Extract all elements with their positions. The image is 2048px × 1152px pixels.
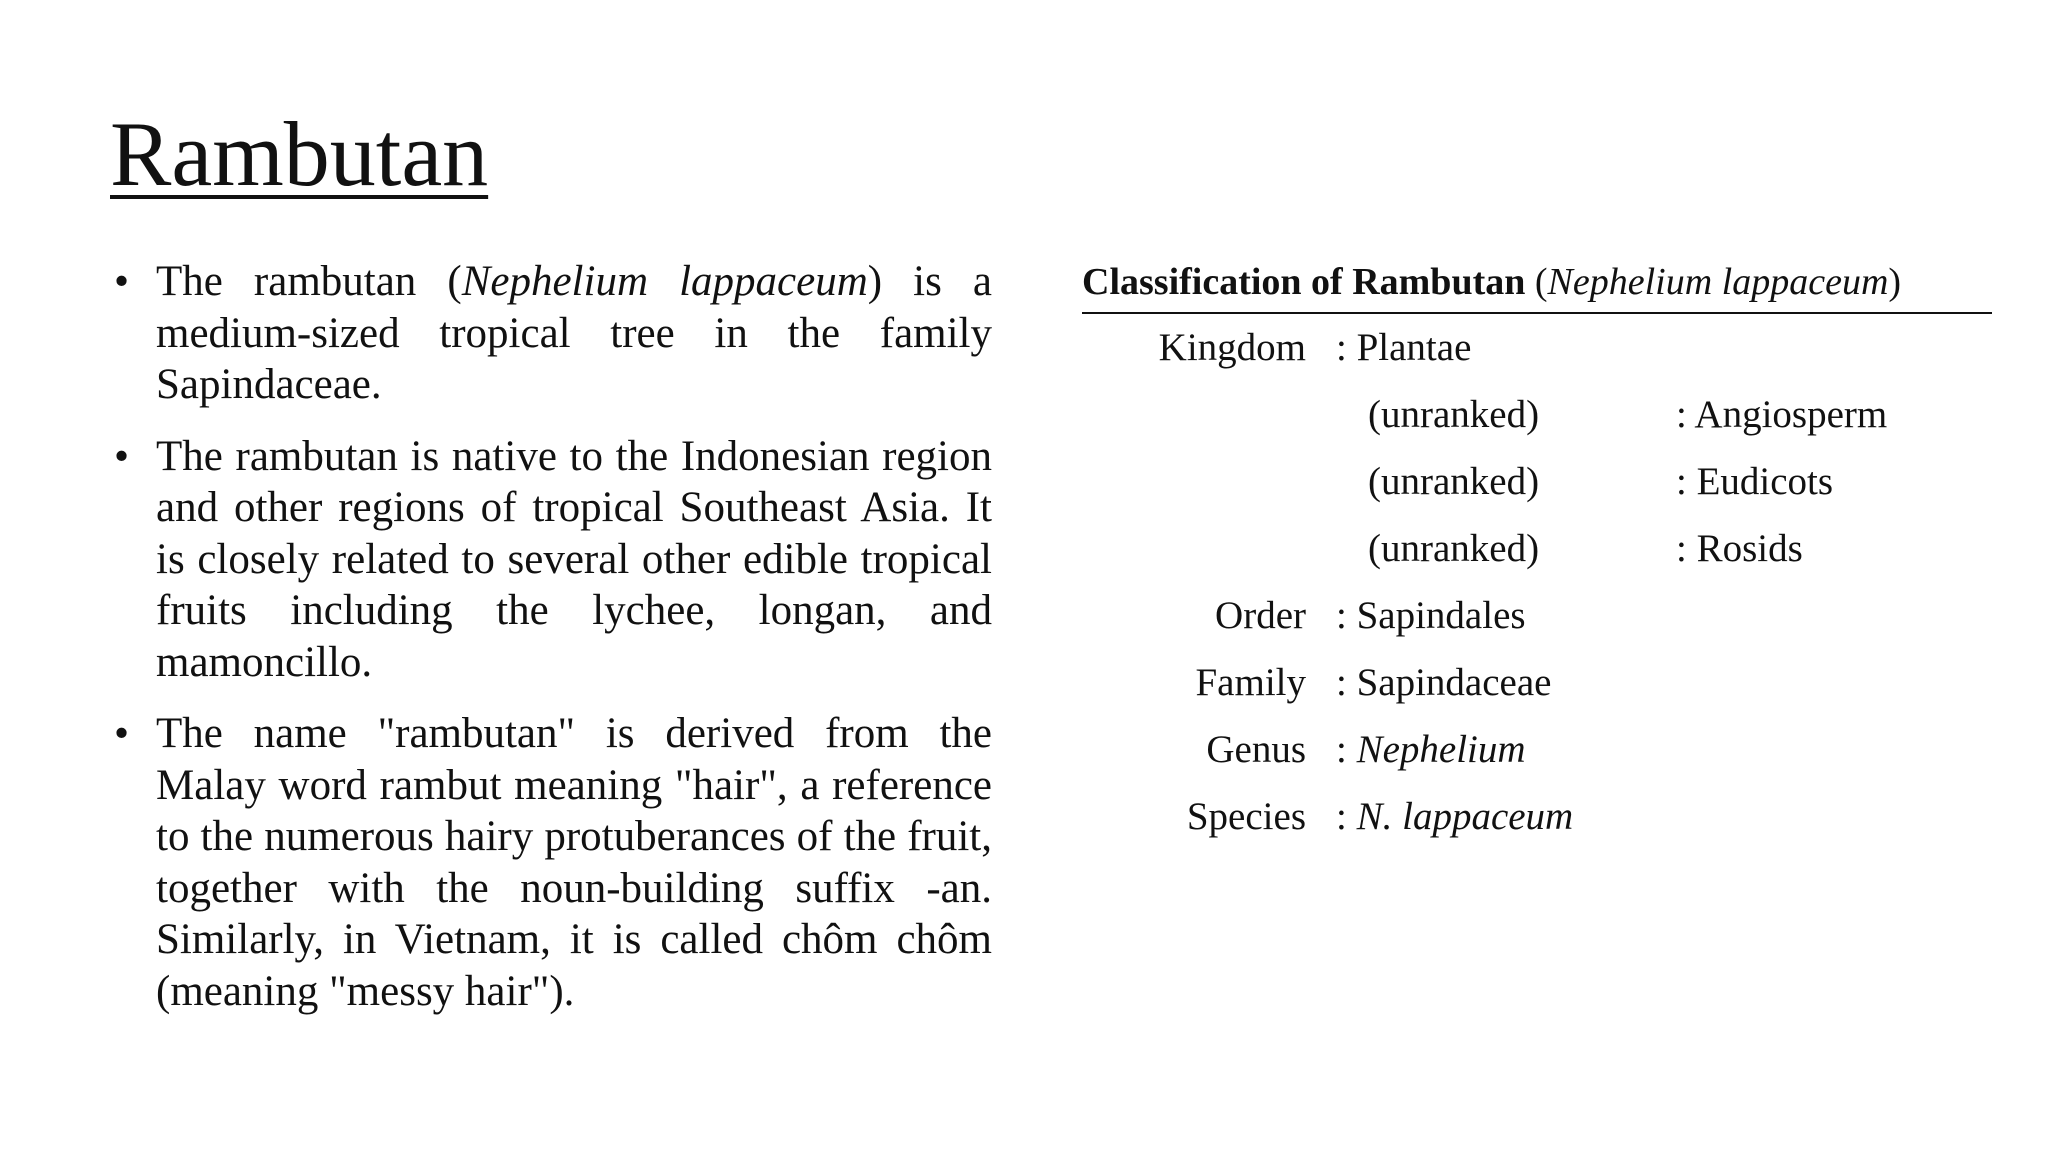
bullet-text-part: The rambutan ( bbox=[156, 258, 462, 305]
rank-value-italic: Nephelium bbox=[1356, 728, 1526, 771]
slide-title: Rambutan bbox=[110, 103, 489, 205]
rank-value bbox=[1336, 716, 1526, 783]
bullet-item bbox=[112, 256, 992, 411]
classification-heading-species: Nephelium lappaceum bbox=[1547, 261, 1889, 303]
classification-heading-open: ( bbox=[1525, 261, 1548, 303]
bullet-icon: • bbox=[114, 432, 130, 480]
bullet-icon: • bbox=[114, 258, 130, 305]
rank-label: Species bbox=[1186, 795, 1306, 838]
rank-row-family bbox=[1082, 649, 2022, 716]
rank-row-order bbox=[1082, 582, 2022, 649]
rank-row-species bbox=[1082, 783, 2022, 850]
rank-row-unranked bbox=[1082, 448, 2022, 515]
rank-label: Order bbox=[1215, 594, 1306, 637]
rank-value: : Eudicots bbox=[1676, 460, 1834, 503]
rank-label: Kingdom bbox=[1158, 326, 1306, 369]
bullet-item bbox=[112, 708, 992, 1017]
rank-row-unranked bbox=[1082, 381, 2022, 448]
rank-value: : Rosids bbox=[1676, 527, 1803, 570]
rank-label: Family bbox=[1195, 661, 1306, 704]
classification-panel bbox=[1082, 258, 2022, 850]
rank-label: Genus bbox=[1206, 728, 1306, 771]
rank-value: : Plantae bbox=[1336, 326, 1472, 369]
bullet-item bbox=[112, 431, 992, 689]
classification-heading-bold: Classification of Rambutan bbox=[1082, 261, 1526, 303]
rank-value: : Sapindales bbox=[1336, 594, 1526, 637]
rank-value-italic: N. lappaceum bbox=[1356, 795, 1574, 838]
classification-heading-close: ) bbox=[1888, 261, 1902, 303]
rank-value bbox=[1336, 783, 1573, 850]
bullet-text-part: The rambutan is native to the Indonesian region and other regions of tropical Southeast Asia. It is closely related to several other edible tropical fruits including the lychee, longan, and mamoncillo. bbox=[156, 432, 992, 686]
rank-value-prefix: : bbox=[1336, 728, 1357, 771]
rank-value: : Angiosperm bbox=[1676, 393, 1888, 436]
rank-row-kingdom bbox=[1082, 314, 2022, 381]
rank-value: : Sapindaceae bbox=[1336, 661, 1552, 704]
bullet-icon: • bbox=[114, 710, 130, 757]
bullet-text-part: ) is a medium-sized tropical tree in the family Sapindaceae. bbox=[156, 258, 992, 408]
bullet-list bbox=[112, 256, 992, 1037]
rank-row-unranked bbox=[1082, 515, 2022, 582]
classification-heading bbox=[1082, 258, 2022, 306]
bullet-text-part: The name "rambutan" is derived from the Malay word rambut meaning "hair", a reference to the numerous hairy protuberances of the fruit, together with the noun-building suffix -an. Similarly, in Vietnam, it is called chôm chôm (meaning "messy hair"). bbox=[156, 710, 992, 1015]
rank-row-genus bbox=[1082, 716, 2022, 783]
rank-label: (unranked) bbox=[1368, 527, 1540, 570]
rank-label: (unranked) bbox=[1368, 393, 1540, 436]
bullet-text-part-italic: Nephelium lappaceum bbox=[461, 258, 868, 305]
rank-value-prefix: : bbox=[1336, 795, 1357, 838]
rank-label: (unranked) bbox=[1368, 460, 1540, 503]
